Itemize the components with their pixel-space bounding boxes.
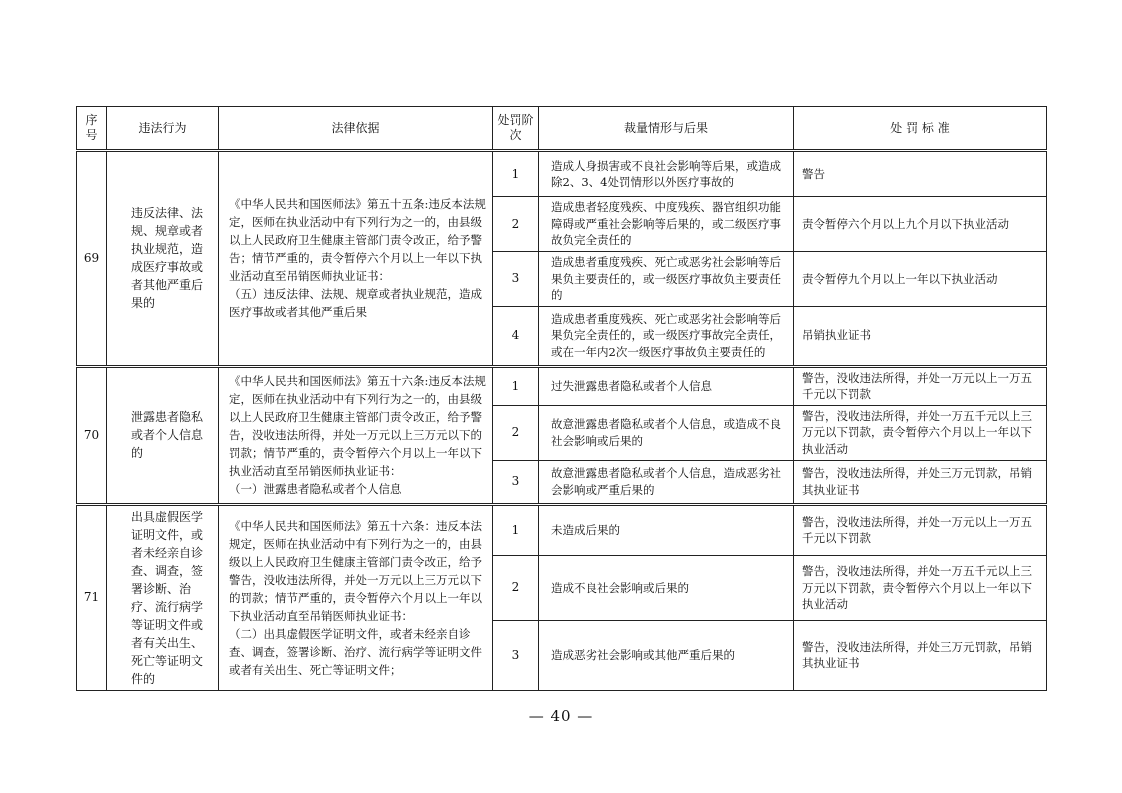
penalty-standard: 吊销执业证书 bbox=[794, 306, 1047, 366]
penalty-standard: 警告 bbox=[794, 151, 1047, 197]
penalty-standard: 警告，没收违法所得，并处一万元以上一万五千元以下罚款 bbox=[794, 504, 1047, 555]
penalty-step: 2 bbox=[493, 555, 539, 621]
legal-basis bbox=[219, 366, 493, 504]
header-step: 处罚阶次 bbox=[493, 107, 539, 151]
table-row bbox=[77, 151, 1047, 197]
legal-basis-text: 《中华人民共和国医师法》第五十六条：违反本法规定，医师在执业活动中有下列行为之一的，由县级以上人民政府卫生健康主管部门责令改正，给予警告，没收违法所得，并处一万元以上三万元以下的罚款；情节严重的，责令暂停六个月以上一年以下执业活动直至吊销医师执业证书： bbox=[229, 518, 482, 623]
legal-basis-text: 《中华人民共和国医师法》第五十五条:违反本法规定，医师在执业活动中有下列行为之一的，由县级以上人民政府卫生健康主管部门责令改正，给予警告；情节严重的，责令暂停六个月以上一年以下执业活动直至吊销医师执业证书： bbox=[229, 197, 486, 284]
row-number: 69 bbox=[77, 151, 107, 367]
legal-basis bbox=[219, 151, 493, 367]
circumstance: 造成不良社会影响或后果的 bbox=[539, 555, 794, 621]
penalty-step: 1 bbox=[493, 504, 539, 555]
circumstance: 故意泄露患者隐私或者个人信息，或造成不良社会影响或后果的 bbox=[539, 405, 794, 460]
penalty-standard: 警告，没收违法所得，并处三万元罚款，吊销其执业证书 bbox=[794, 621, 1047, 690]
circumstance: 过失泄露患者隐私或者个人信息 bbox=[539, 366, 794, 405]
violation-act: 出具虚假医学证明文件，或者未经亲自诊查、调查，签署诊断、治疗、流行病学等证明文件或者有关出生、死亡等证明文件的 bbox=[107, 504, 219, 690]
legal-basis-clause: （一）泄露患者隐私或者个人信息 bbox=[229, 482, 402, 496]
header-law: 法律依据 bbox=[219, 107, 493, 151]
table-row bbox=[77, 366, 1047, 405]
page-number: — 40 — bbox=[528, 707, 594, 725]
table-row bbox=[77, 504, 1047, 555]
penalty-step: 3 bbox=[493, 460, 539, 504]
legal-basis-clause: （五）违反法律、法规、规章或者执业规范，造成医疗事故或者其他严重后果 bbox=[229, 287, 482, 320]
penalty-standard: 责令暂停九个月以上一年以下执业活动 bbox=[794, 252, 1047, 307]
penalty-step: 1 bbox=[493, 151, 539, 197]
penalty-standard: 警告，没收违法所得，并处三万元罚款，吊销其执业证书 bbox=[794, 460, 1047, 504]
circumstance: 造成患者重度残疾、死亡或恶劣社会影响等后果负完全责任的，或一级医疗事故完全责任，或在一年内2次一级医疗事故负主要责任的 bbox=[539, 306, 794, 366]
penalty-standards-table bbox=[76, 106, 1047, 691]
row-number: 71 bbox=[77, 504, 107, 690]
penalty-table-container bbox=[76, 106, 1046, 691]
penalty-standard: 警告，没收违法所得，并处一万五千元以上三万元以下罚款，责令暂停六个月以上一年以下执业活动 bbox=[794, 405, 1047, 460]
penalty-step: 2 bbox=[493, 405, 539, 460]
circumstance: 造成患者轻度残疾、中度残疾、器官组织功能障碍或严重社会影响等后果的，或二级医疗事故负完全责任的 bbox=[539, 197, 794, 252]
header-no: 序号 bbox=[77, 107, 107, 151]
legal-basis-clause: （二）出具虚假医学证明文件，或者未经亲自诊查、调查，签署诊断、治疗、流行病学等证明文件或者有关出生、死亡等证明文件； bbox=[229, 626, 482, 677]
penalty-step: 2 bbox=[493, 197, 539, 252]
row-number: 70 bbox=[77, 366, 107, 504]
violation-act: 泄露患者隐私或者个人信息的 bbox=[107, 366, 219, 504]
header-circ: 裁量情形与后果 bbox=[539, 107, 794, 151]
violation-act: 违反法律、法规、规章或者执业规范，造成医疗事故或者其他严重后果的 bbox=[107, 151, 219, 367]
legal-basis bbox=[219, 504, 493, 690]
table-header-row bbox=[77, 107, 1047, 151]
header-pen: 处 罚 标 准 bbox=[794, 107, 1047, 151]
penalty-step: 3 bbox=[493, 621, 539, 690]
penalty-standard: 警告，没收违法所得，并处一万元以上一万五千元以下罚款 bbox=[794, 366, 1047, 405]
penalty-standard: 责令暂停六个月以上九个月以下执业活动 bbox=[794, 197, 1047, 252]
header-act: 违法行为 bbox=[107, 107, 219, 151]
circumstance: 造成恶劣社会影响或其他严重后果的 bbox=[539, 621, 794, 690]
circumstance: 造成患者重度残疾、死亡或恶劣社会影响等后果负主要责任的，或一级医疗事故负主要责任的 bbox=[539, 252, 794, 307]
circumstance: 造成人身损害或不良社会影响等后果，或造成除2、3、4处罚情形以外医疗事故的 bbox=[539, 151, 794, 197]
circumstance: 故意泄露患者隐私或者个人信息，造成恶劣社会影响或严重后果的 bbox=[539, 460, 794, 504]
legal-basis-text: 《中华人民共和国医师法》第五十六条:违反本法规定，医师在执业活动中有下列行为之一的，由县级以上人民政府卫生健康主管部门责令改正，给予警告，没收违法所得，并处一万元以上三万元以下的罚款；情节严重的，责令暂停六个月以上一年以下执业活动直至吊销医师执业证书： bbox=[229, 374, 486, 478]
penalty-standard: 警告，没收违法所得，并处一万五千元以上三万元以下罚款，责令暂停六个月以上一年以下执业活动 bbox=[794, 555, 1047, 621]
penalty-step: 1 bbox=[493, 366, 539, 405]
circumstance: 未造成后果的 bbox=[539, 504, 794, 555]
penalty-step: 4 bbox=[493, 306, 539, 366]
penalty-step: 3 bbox=[493, 252, 539, 307]
